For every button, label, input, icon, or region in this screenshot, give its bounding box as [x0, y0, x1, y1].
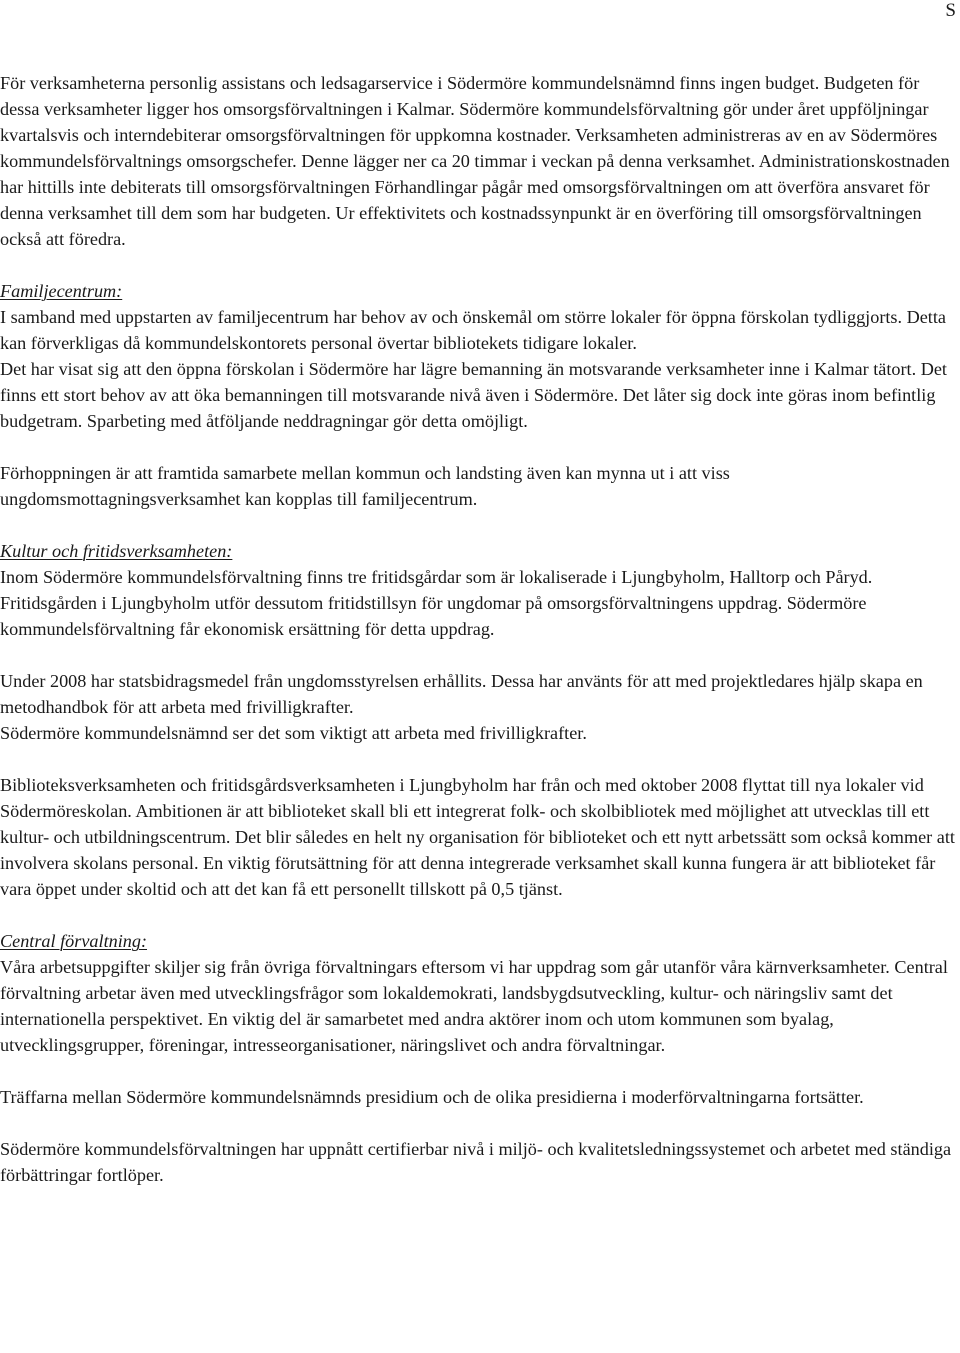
spacer [0, 434, 960, 460]
paragraph-kultur-2: Fritidsgården i Ljungbyholm utför dessutom fritidstillsyn för ungdomar på omsorgsförvaltningens uppdrag. Södermöre kommundelsförvaltning får ekonomisk ersättning för detta uppdrag. [0, 593, 867, 639]
paragraph-familjecentrum-2: Det har visat sig att den öppna förskolan i Södermöre har lägre bemanning än motsvarande verksamheter inne i Kalmar tätort. Det finns ett stort behov av att öka bemanningen till motsvarande nivå även i Södermöre. Det låter sig dock inte göras inom befintlig budgetram. Sparbeting med åtföljande neddragningar gör detta omöjligt. [0, 359, 947, 431]
paragraph-kultur-1: Inom Södermöre kommundelsförvaltning finns tre fritidsgårdar som är lokaliserade i Ljungbyholm, Halltorp och Påryd. [0, 567, 873, 587]
spacer [0, 512, 960, 538]
heading-familjecentrum: Familjecentrum: [0, 281, 123, 301]
paragraph-familjecentrum-3: Förhoppningen är att framtida samarbete mellan kommun och landsting även kan mynna ut i att viss ungdomsmottagningsverksamhet kan kopplas till familjecentrum. [0, 463, 730, 509]
heading-central: Central förvaltning: [0, 931, 148, 951]
spacer [0, 746, 960, 772]
paragraph-assistans-part1: För verksamheterna personlig assistans och ledsagarservice i Södermöre kommundelsnämnd finns ingen budget. Budgeten för dessa verksamheter ligger hos omsorgsförvaltningen i Kalmar. Södermöre kommundelsförvaltning gör under året uppföljningar kvartalsvis och interndebiterar omsorgsförvaltningen för uppkomna kostnader. Verksamheten administreras av en av Södermöres kommundelsförvaltnings omsorgschefer. [0, 73, 938, 171]
spacer [0, 1058, 960, 1084]
paragraph-central-1: Våra arbetsuppgifter skiljer sig från övriga förvaltningars eftersom vi har uppdrag som går utanför våra kärnverksamheter. Central förvaltning arbetar även med utvecklingsfrågor som lokaldemokrati, landsbygdsutveckling, kultur- och näringsliv samt det internationella perspektivet. En viktig del är samarbetet med andra aktörer inom och utom kommunen som byalag, utvecklingsgrupper, föreningar, intresseorganisationer, näringslivet och andra förvaltningar. [0, 957, 948, 1055]
document-body [0, 70, 960, 1188]
spacer [0, 252, 960, 278]
paragraph-kultur-4: Södermöre kommundelsnämnd ser det som viktigt att arbeta med frivilligkrafter. [0, 723, 587, 743]
paragraph-kultur-3: Under 2008 har statsbidragsmedel från ungdomsstyrelsen erhållits. Dessa har använts för att med projektledares hjälp skapa en metodhandbok för att arbeta med frivilligkrafter. [0, 671, 923, 717]
paragraph-assistans [0, 70, 960, 252]
spacer [0, 642, 960, 668]
paragraph-central-3: Södermöre kommundelsförvaltningen har uppnått certifierbar nivå i miljö- och kvalitetsledningssystemet och arbetet med ständiga förbättringar fortlöper. [0, 1139, 952, 1185]
page-marker: S [945, 0, 956, 21]
spacer [0, 1110, 960, 1136]
paragraph-kultur-5: Biblioteksverksamheten och fritidsgårdsverksamheten i Ljungbyholm har från och med oktober 2008 flyttat till nya lokaler vid Södermöreskolan. Ambitionen är att biblioteket skall bli ett integrerat folk- och skolbibliotek med möjlighet att utvecklas till ett kultur- och utbildningscentrum. Det blir således en helt ny organisation för biblioteket och ett nytt arbetssätt som också kommer att involvera skolans personal. En viktig förutsättning för att denna integrerade verksamhet skall kunna fungera är att biblioteket får vara öppet under skoltid och att det kan få ett personellt tillskott på 0,5 tjänst. [0, 775, 955, 899]
paragraph-familjecentrum-1: I samband med uppstarten av familjecentrum har behov av och önskemål om större lokaler för öppna förskolan tydliggjorts. Detta kan förverkligas då kommundelskontorets personal övertar bibliotekets tidigare lokaler. [0, 307, 946, 353]
heading-kultur: Kultur och fritidsverksamheten: [0, 541, 233, 561]
paragraph-assistans-part2: Denne lägger ner ca 20 timmar i veckan på denna verksamhet. Administrationskostnaden har hittills inte debiterats till omsorgsförvaltningen Förhandlingar pågår med omsorgsförvaltningen om att överföra ansvaret för denna verksamhet till dem som har budgeten. Ur effektivitets och kostnadssynpunkt är en överföring till omsorgsförvaltningen också att föredra. [0, 151, 950, 249]
paragraph-central-2: Träffarna mellan Södermöre kommundelsnämnds presidium och de olika presidierna i moderförvaltningarna fortsätter. [0, 1087, 864, 1107]
spacer [0, 902, 960, 928]
